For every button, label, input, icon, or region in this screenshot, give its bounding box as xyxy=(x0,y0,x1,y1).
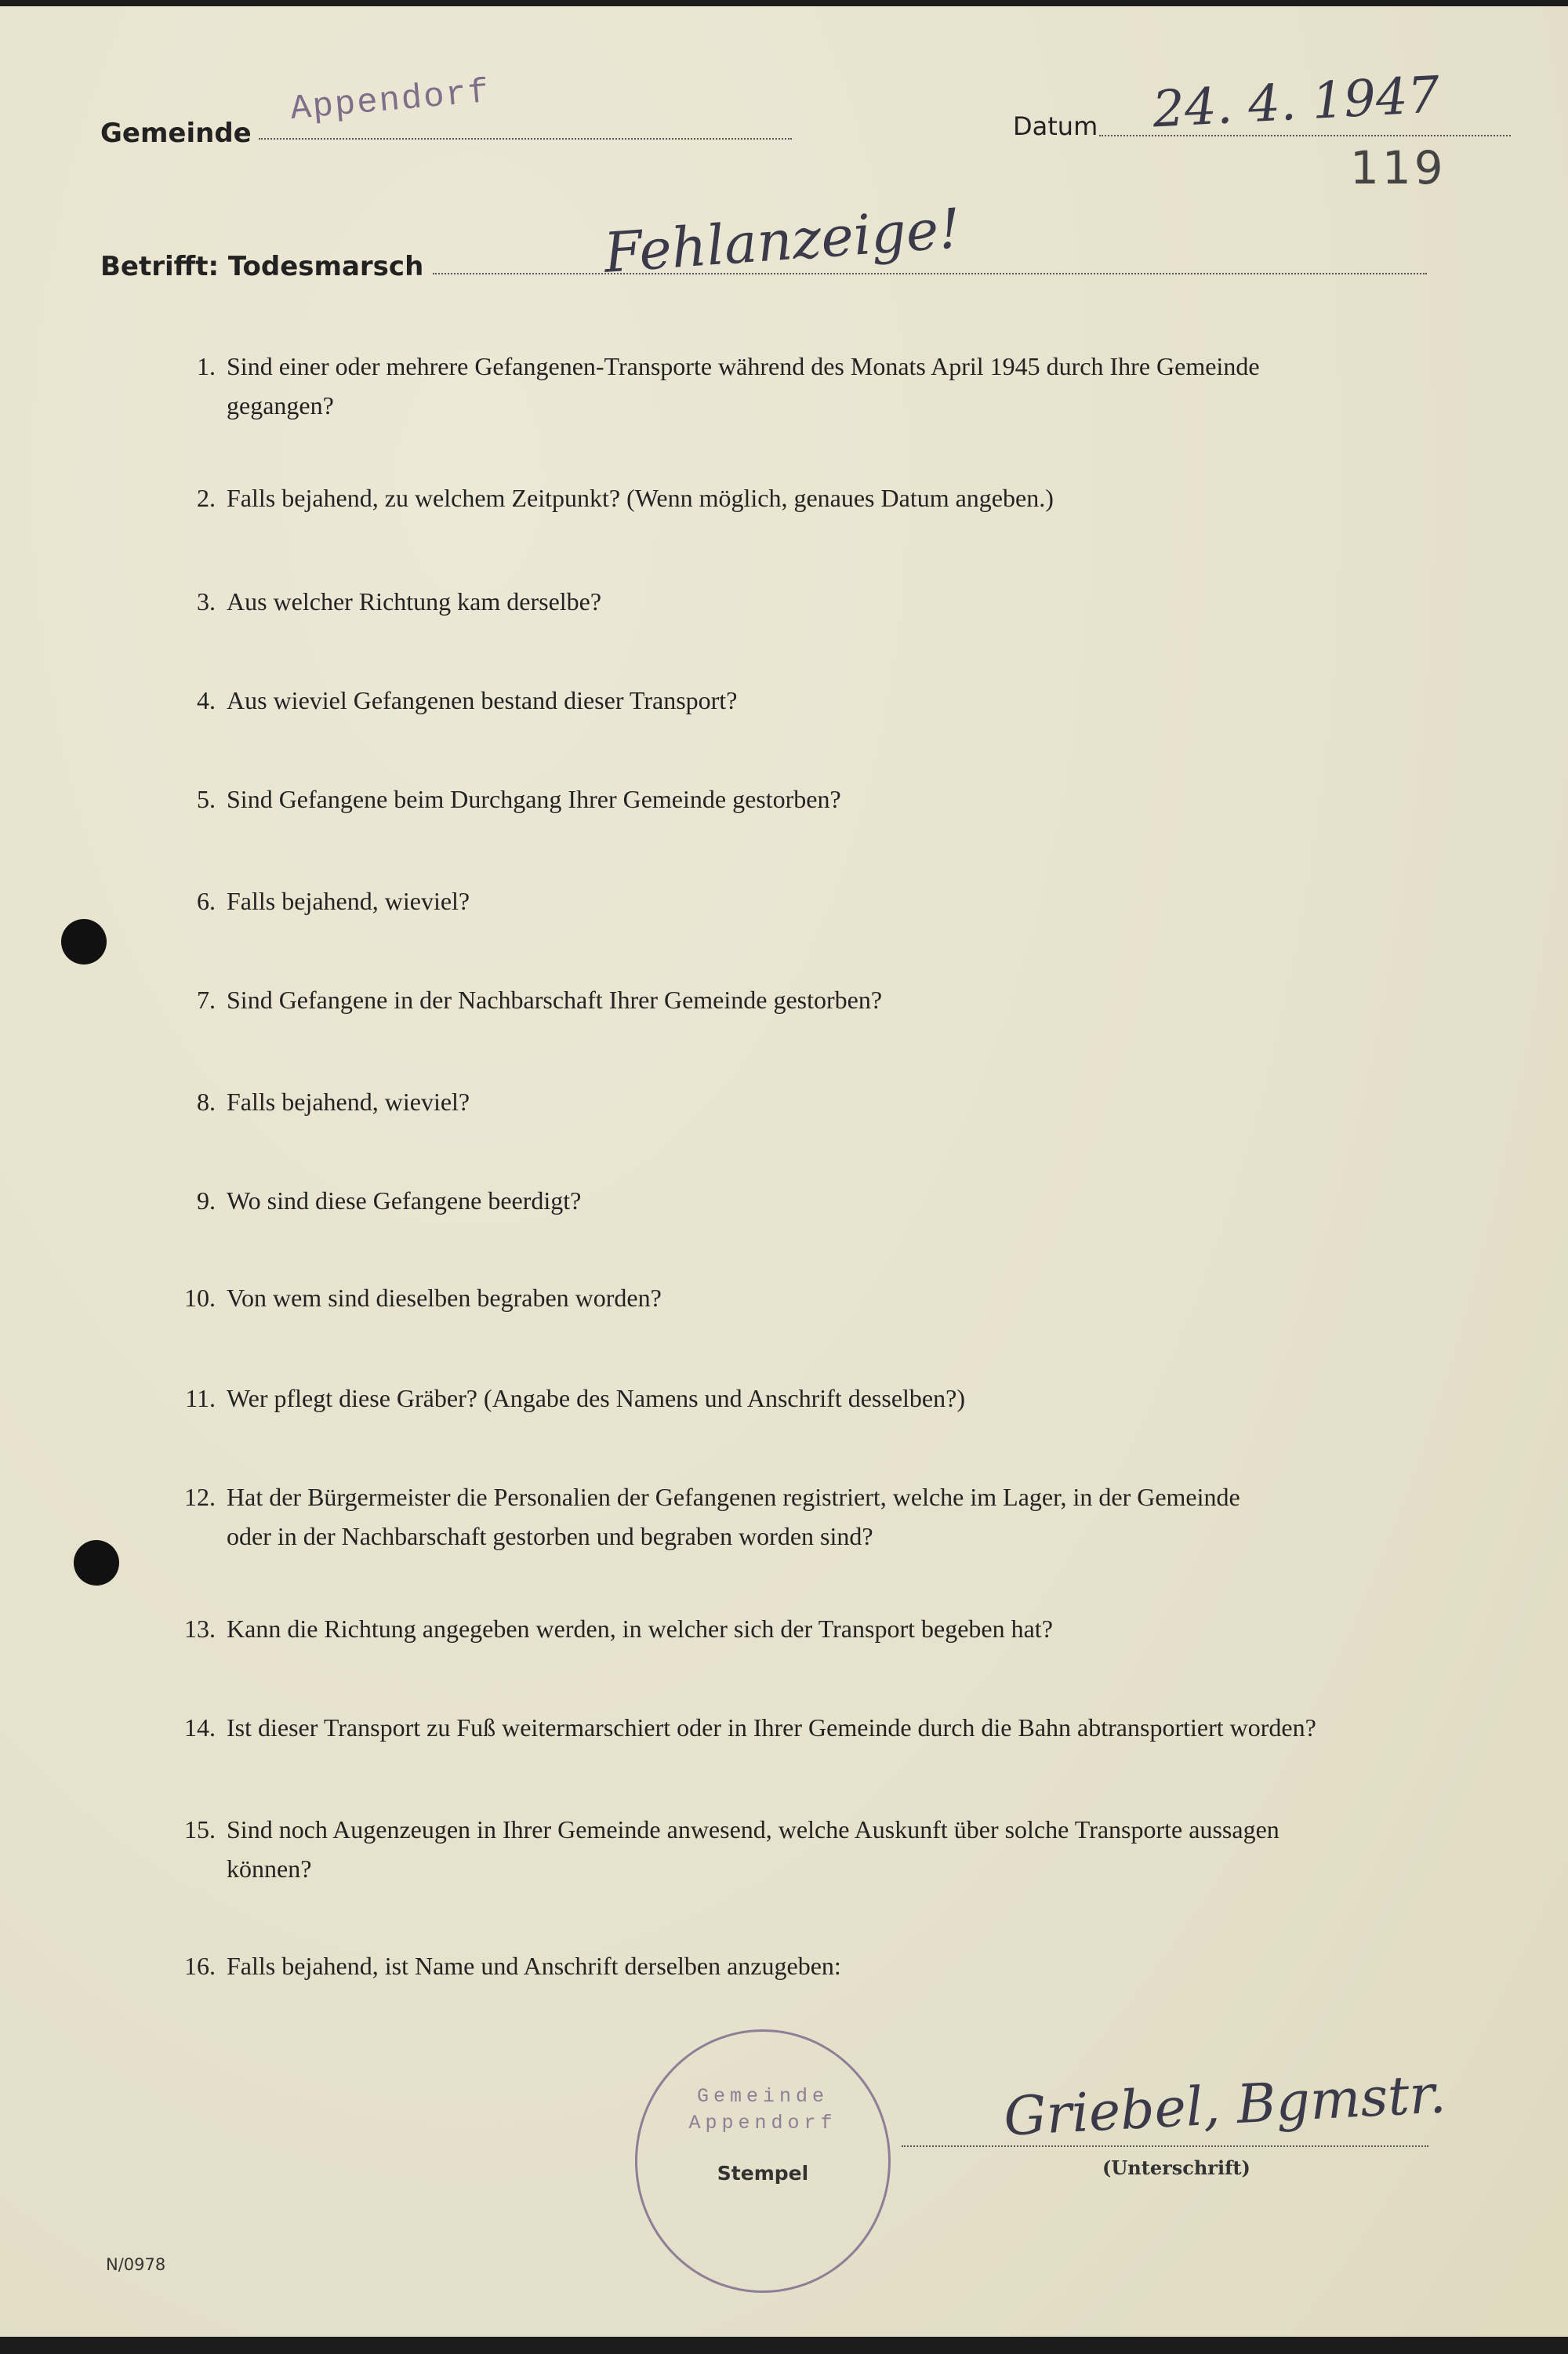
punch-hole-bottom xyxy=(74,1540,119,1586)
gemeinde-stamp-value: Appendorf xyxy=(289,72,492,130)
bottom-shadow xyxy=(0,2337,1568,2354)
question-text: Falls bejahend, ist Name und Anschrift derselben anzugeben: xyxy=(227,1952,841,1980)
question-number: 15. xyxy=(184,1815,216,1844)
question-number: 10. xyxy=(184,1284,216,1312)
datum-label: Datum xyxy=(1013,111,1098,141)
question-number: 5. xyxy=(197,785,216,813)
question-text: Von wem sind dieselben begraben worden? xyxy=(227,1284,662,1312)
question-2 xyxy=(176,478,1439,518)
question-text-continued: oder in der Nachbarschaft gestorben und begraben worden sind? xyxy=(227,1522,873,1550)
stamp-line-appendorf: Appendorf xyxy=(688,2112,837,2134)
question-4 xyxy=(176,681,1439,720)
signature-dotline xyxy=(902,2145,1428,2147)
stempel-label: Stempel xyxy=(717,2162,809,2185)
betrifft-dotline xyxy=(433,273,1427,274)
round-stamp xyxy=(635,2029,891,2293)
question-text: Sind Gefangene in der Nachbarschaft Ihrer Gemeinde gestorben? xyxy=(227,986,883,1014)
question-5 xyxy=(176,779,1439,819)
question-10 xyxy=(176,1278,1439,1317)
question-number: 13. xyxy=(184,1615,216,1643)
question-13 xyxy=(176,1609,1439,1648)
question-text-continued: gegangen? xyxy=(227,391,334,420)
question-text: Falls bejahend, zu welchem Zeitpunkt? (Wenn möglich, genaues Datum angeben.) xyxy=(227,484,1054,512)
gemeinde-label: Gemeinde xyxy=(100,118,252,149)
question-number: 11. xyxy=(185,1384,216,1412)
betrifft-label: Betrifft: Todesmarsch xyxy=(100,251,424,282)
question-number: 12. xyxy=(184,1483,216,1511)
question-9 xyxy=(176,1181,1439,1220)
question-text: Wer pflegt diese Gräber? (Angabe des Namens und Anschrift desselben?) xyxy=(227,1384,965,1412)
question-text: Aus wieviel Gefangenen bestand dieser Transport? xyxy=(227,686,738,714)
punch-hole-top xyxy=(61,919,107,964)
question-text: Sind einer oder mehrere Gefangenen-Transporte während des Monats April 1945 durch Ihre Gemeinde xyxy=(227,352,1260,380)
question-6 xyxy=(176,881,1439,921)
question-text: Hat der Bürgermeister die Personalien der Gefangenen registriert, welche im Lager, in der Gemeinde xyxy=(227,1483,1240,1511)
question-number: 6. xyxy=(197,887,216,915)
question-number: 4. xyxy=(197,686,216,714)
reference-number: 119 xyxy=(1350,141,1446,194)
form-code: N/0978 xyxy=(106,2255,166,2274)
gemeinde-dotline xyxy=(259,138,792,140)
signature-label: (Unterschrift) xyxy=(1102,2156,1250,2179)
question-text: Aus welcher Richtung kam derselbe? xyxy=(227,587,602,616)
question-number: 3. xyxy=(197,587,216,616)
question-text: Wo sind diese Gefangene beerdigt? xyxy=(227,1186,582,1215)
question-11 xyxy=(176,1379,1439,1418)
question-14 xyxy=(176,1708,1439,1747)
signature-handwriting: Griebel, Bgmstr. xyxy=(1002,2063,1448,2149)
betrifft-handwritten-value: Fehlanzeige! xyxy=(601,196,963,285)
question-8 xyxy=(176,1082,1439,1121)
question-text: Kann die Richtung angegeben werden, in welcher sich der Transport begeben hat? xyxy=(227,1615,1053,1643)
datum-handwritten-value: 24. 4. 1947 xyxy=(1151,66,1442,140)
question-text: Falls bejahend, wieviel? xyxy=(227,887,470,915)
question-number: 9. xyxy=(197,1186,216,1215)
document-page xyxy=(0,6,1568,2354)
question-number: 14. xyxy=(184,1713,216,1742)
question-text: Sind Gefangene beim Durchgang Ihrer Gemeinde gestorben? xyxy=(227,785,841,813)
stamp-line-gemeinde: Gemeinde xyxy=(696,2085,829,2108)
question-1 xyxy=(176,347,1439,425)
question-number: 8. xyxy=(197,1088,216,1116)
question-text: Ist dieser Transport zu Fuß weitermarschiert oder in Ihrer Gemeinde durch die Bahn abtransportiert worden? xyxy=(227,1713,1316,1742)
question-text: Falls bejahend, wieviel? xyxy=(227,1088,470,1116)
question-text-continued: können? xyxy=(227,1855,312,1883)
question-16 xyxy=(176,1946,1439,1985)
question-3 xyxy=(176,582,1439,621)
question-number: 16. xyxy=(184,1952,216,1980)
question-12 xyxy=(176,1477,1439,1556)
question-number: 1. xyxy=(197,352,216,380)
question-text: Sind noch Augenzeugen in Ihrer Gemeinde anwesend, welche Auskunft über solche Transporte aussagen xyxy=(227,1815,1279,1844)
question-number: 7. xyxy=(197,986,216,1014)
question-7 xyxy=(176,980,1439,1019)
question-15 xyxy=(176,1810,1439,1888)
question-number: 2. xyxy=(197,484,216,512)
